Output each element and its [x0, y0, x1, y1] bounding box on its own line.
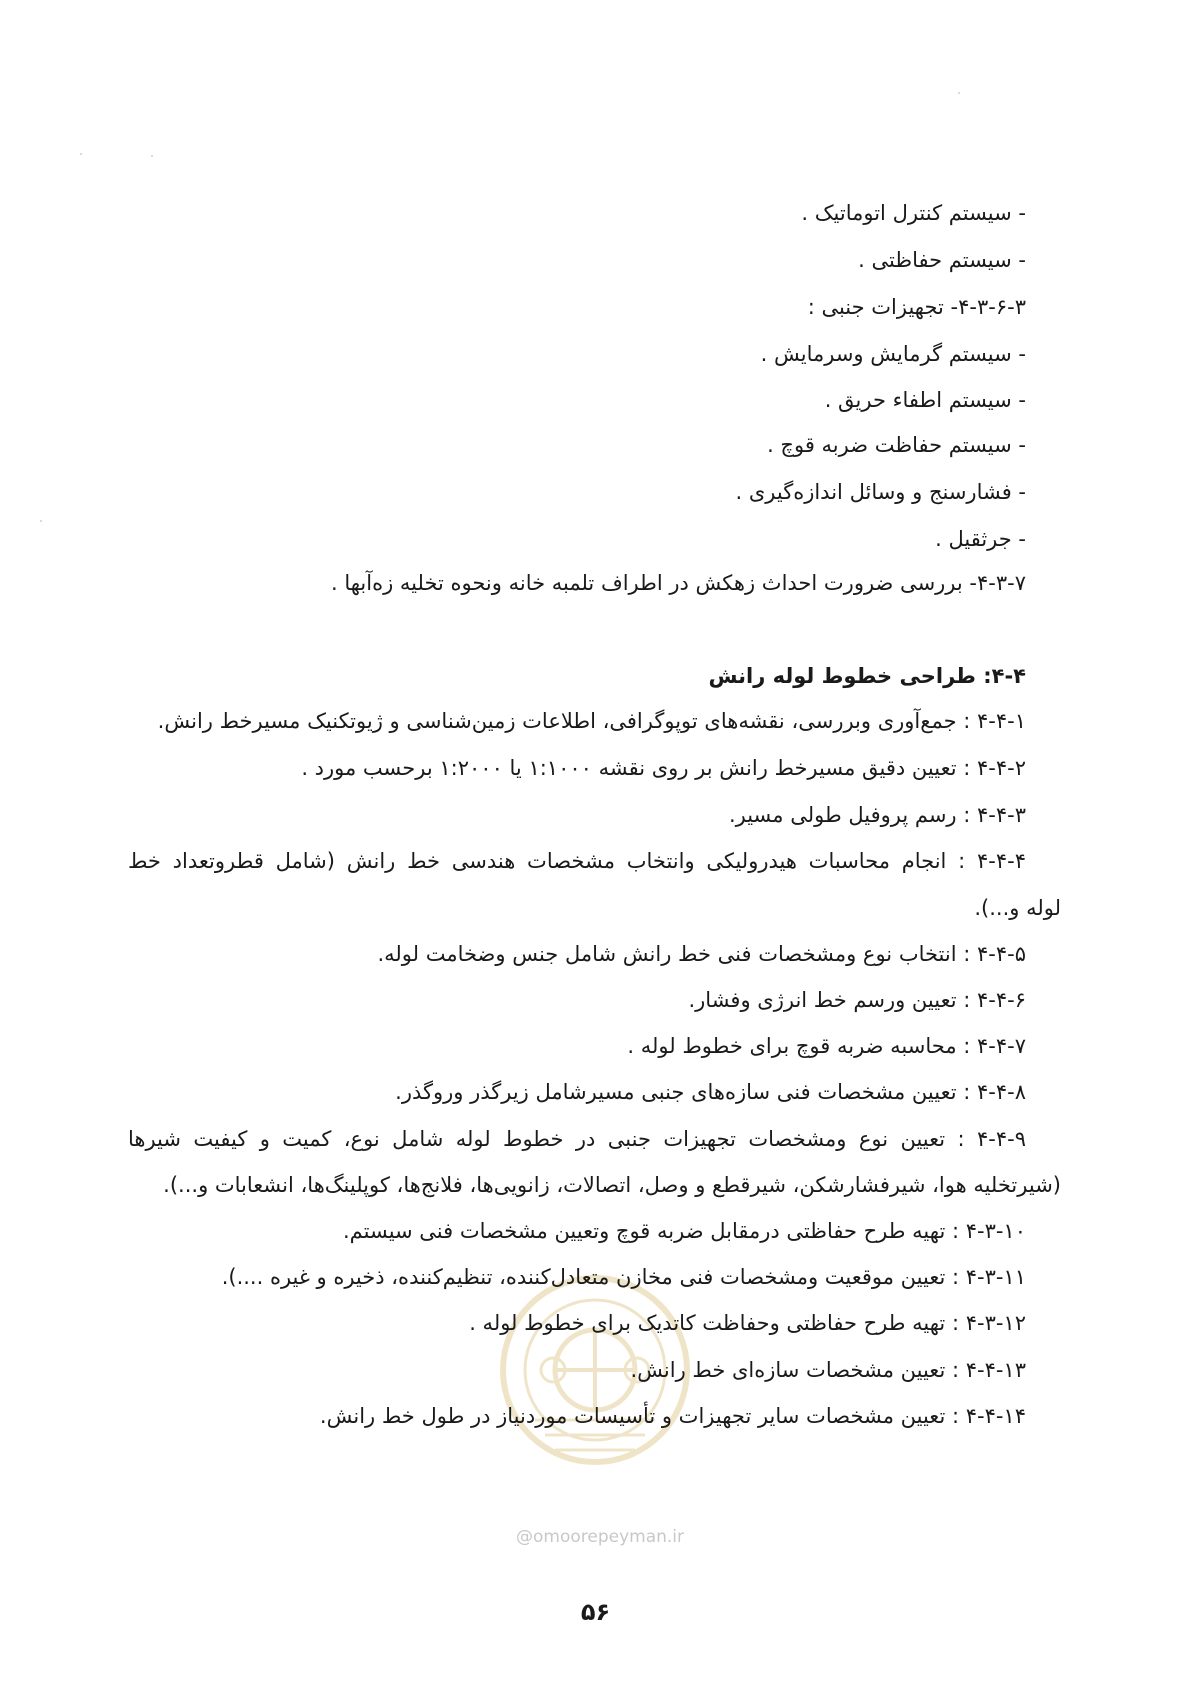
section-item: ۴-۴-۵ : انتخاب نوع ومشخصات فنی خط رانش شامل جنس وضخامت لوله. [377, 942, 1026, 966]
section-item: ۴-۴-۲ : تعیین دقیق مسیرخط رانش بر روی نقشه ۱:۱۰۰۰ یا ۱:۲۰۰۰ برحسب مورد . [301, 756, 1026, 780]
list-item: - سیستم کنترل اتوماتیک . [801, 201, 1026, 225]
section-item: ۴-۴-۷ : محاسبه ضربه قوچ برای خطوط لوله . [627, 1034, 1026, 1058]
section-item: ۴-۴-۹ : تعیین نوع ومشخصات تجهیزات جنبی در خطوط لوله شامل نوع، کمیت و کیفیت شیرها [128, 1127, 1026, 1151]
section-item: ۴-۳-۱۲ : تهیه طرح حفاظتی وحفاظت کاتدیک برای خطوط لوله . [469, 1311, 1026, 1335]
section-item: ۴-۳-۱۱ : تعیین موقعیت ومشخصات فنی مخازن متعادل‌کننده، تنظیم‌کننده، ذخیره و غیره ....). [221, 1265, 1026, 1289]
section-item: ۴-۳-۱۰ : تهیه طرح حفاظتی درمقابل ضربه قوچ وتعیین مشخصات فنی سیستم. [342, 1219, 1026, 1243]
section-item-continuation: (شیرتخلیه هوا، شیرفشارشکن، شیرقطع و وصل، اتصالات، زانویی‌ها، فلانج‌ها، کوپلینگ‌ها، انشعابات و...). [163, 1173, 1061, 1197]
section-item: ۴-۴-۱ : جمع‌آوری وبررسی، نقشه‌های توپوگرافی، اطلاعات زمین‌شناسی و ژیوتکنیک مسیرخط رانش. [157, 709, 1026, 733]
list-item: - سیستم گرمایش وسرمایش . [760, 342, 1026, 366]
scan-speck [151, 155, 153, 157]
scan-speck [958, 92, 960, 94]
section-item: ۴-۴-۳ : رسم پروفیل طولی مسیر. [728, 803, 1026, 827]
section-subheading: ۴-۳-۶-۳- تجهیزات جنبی : [807, 295, 1026, 319]
list-item: - سیستم اطفاء حریق . [824, 388, 1026, 412]
section-item: ۴-۴-۱۳ : تعیین مشخصات سازه‌ای خط رانش. [630, 1358, 1026, 1382]
scan-speck [40, 520, 42, 522]
scan-speck [80, 153, 82, 155]
watermark-url: @omoorepeyman.ir [515, 1527, 685, 1547]
section-item: ۴-۴-۴ : انجام محاسبات هیدرولیکی وانتخاب مشخصات هندسی خط رانش (شامل قطروتعداد خط [128, 849, 1026, 873]
section-item: ۴-۴-۶ : تعیین ورسم خط انرژی وفشار. [688, 988, 1026, 1012]
list-item: - سیستم حفاظت ضربه قوچ . [767, 433, 1026, 457]
section-item: ۴-۴-۱۴ : تعیین مشخصات سایر تجهیزات و تأسیسات موردنیاز در طول خط رانش. [319, 1404, 1026, 1428]
section-item-continuation: لوله و...). [974, 896, 1061, 920]
list-item: - سیستم حفاظتی . [858, 248, 1026, 272]
section-subheading: ۴-۳-۷- بررسی ضرورت احداث زهکش در اطراف تلمبه خانه ونحوه تخلیه زه‌آبها . [330, 571, 1026, 595]
section-heading: ۴-۴: طراحی خطوط لوله رانش [708, 664, 1026, 688]
page-number: ۵۶ [580, 1598, 611, 1626]
list-item: - جرثقیل . [935, 527, 1026, 551]
list-item: - فشارسنج و وسائل اندازه‌گیری . [735, 480, 1026, 504]
section-item: ۴-۴-۸ : تعیین مشخصات فنی سازه‌های جنبی مسیرشامل زیرگذر وروگذر. [395, 1080, 1026, 1104]
